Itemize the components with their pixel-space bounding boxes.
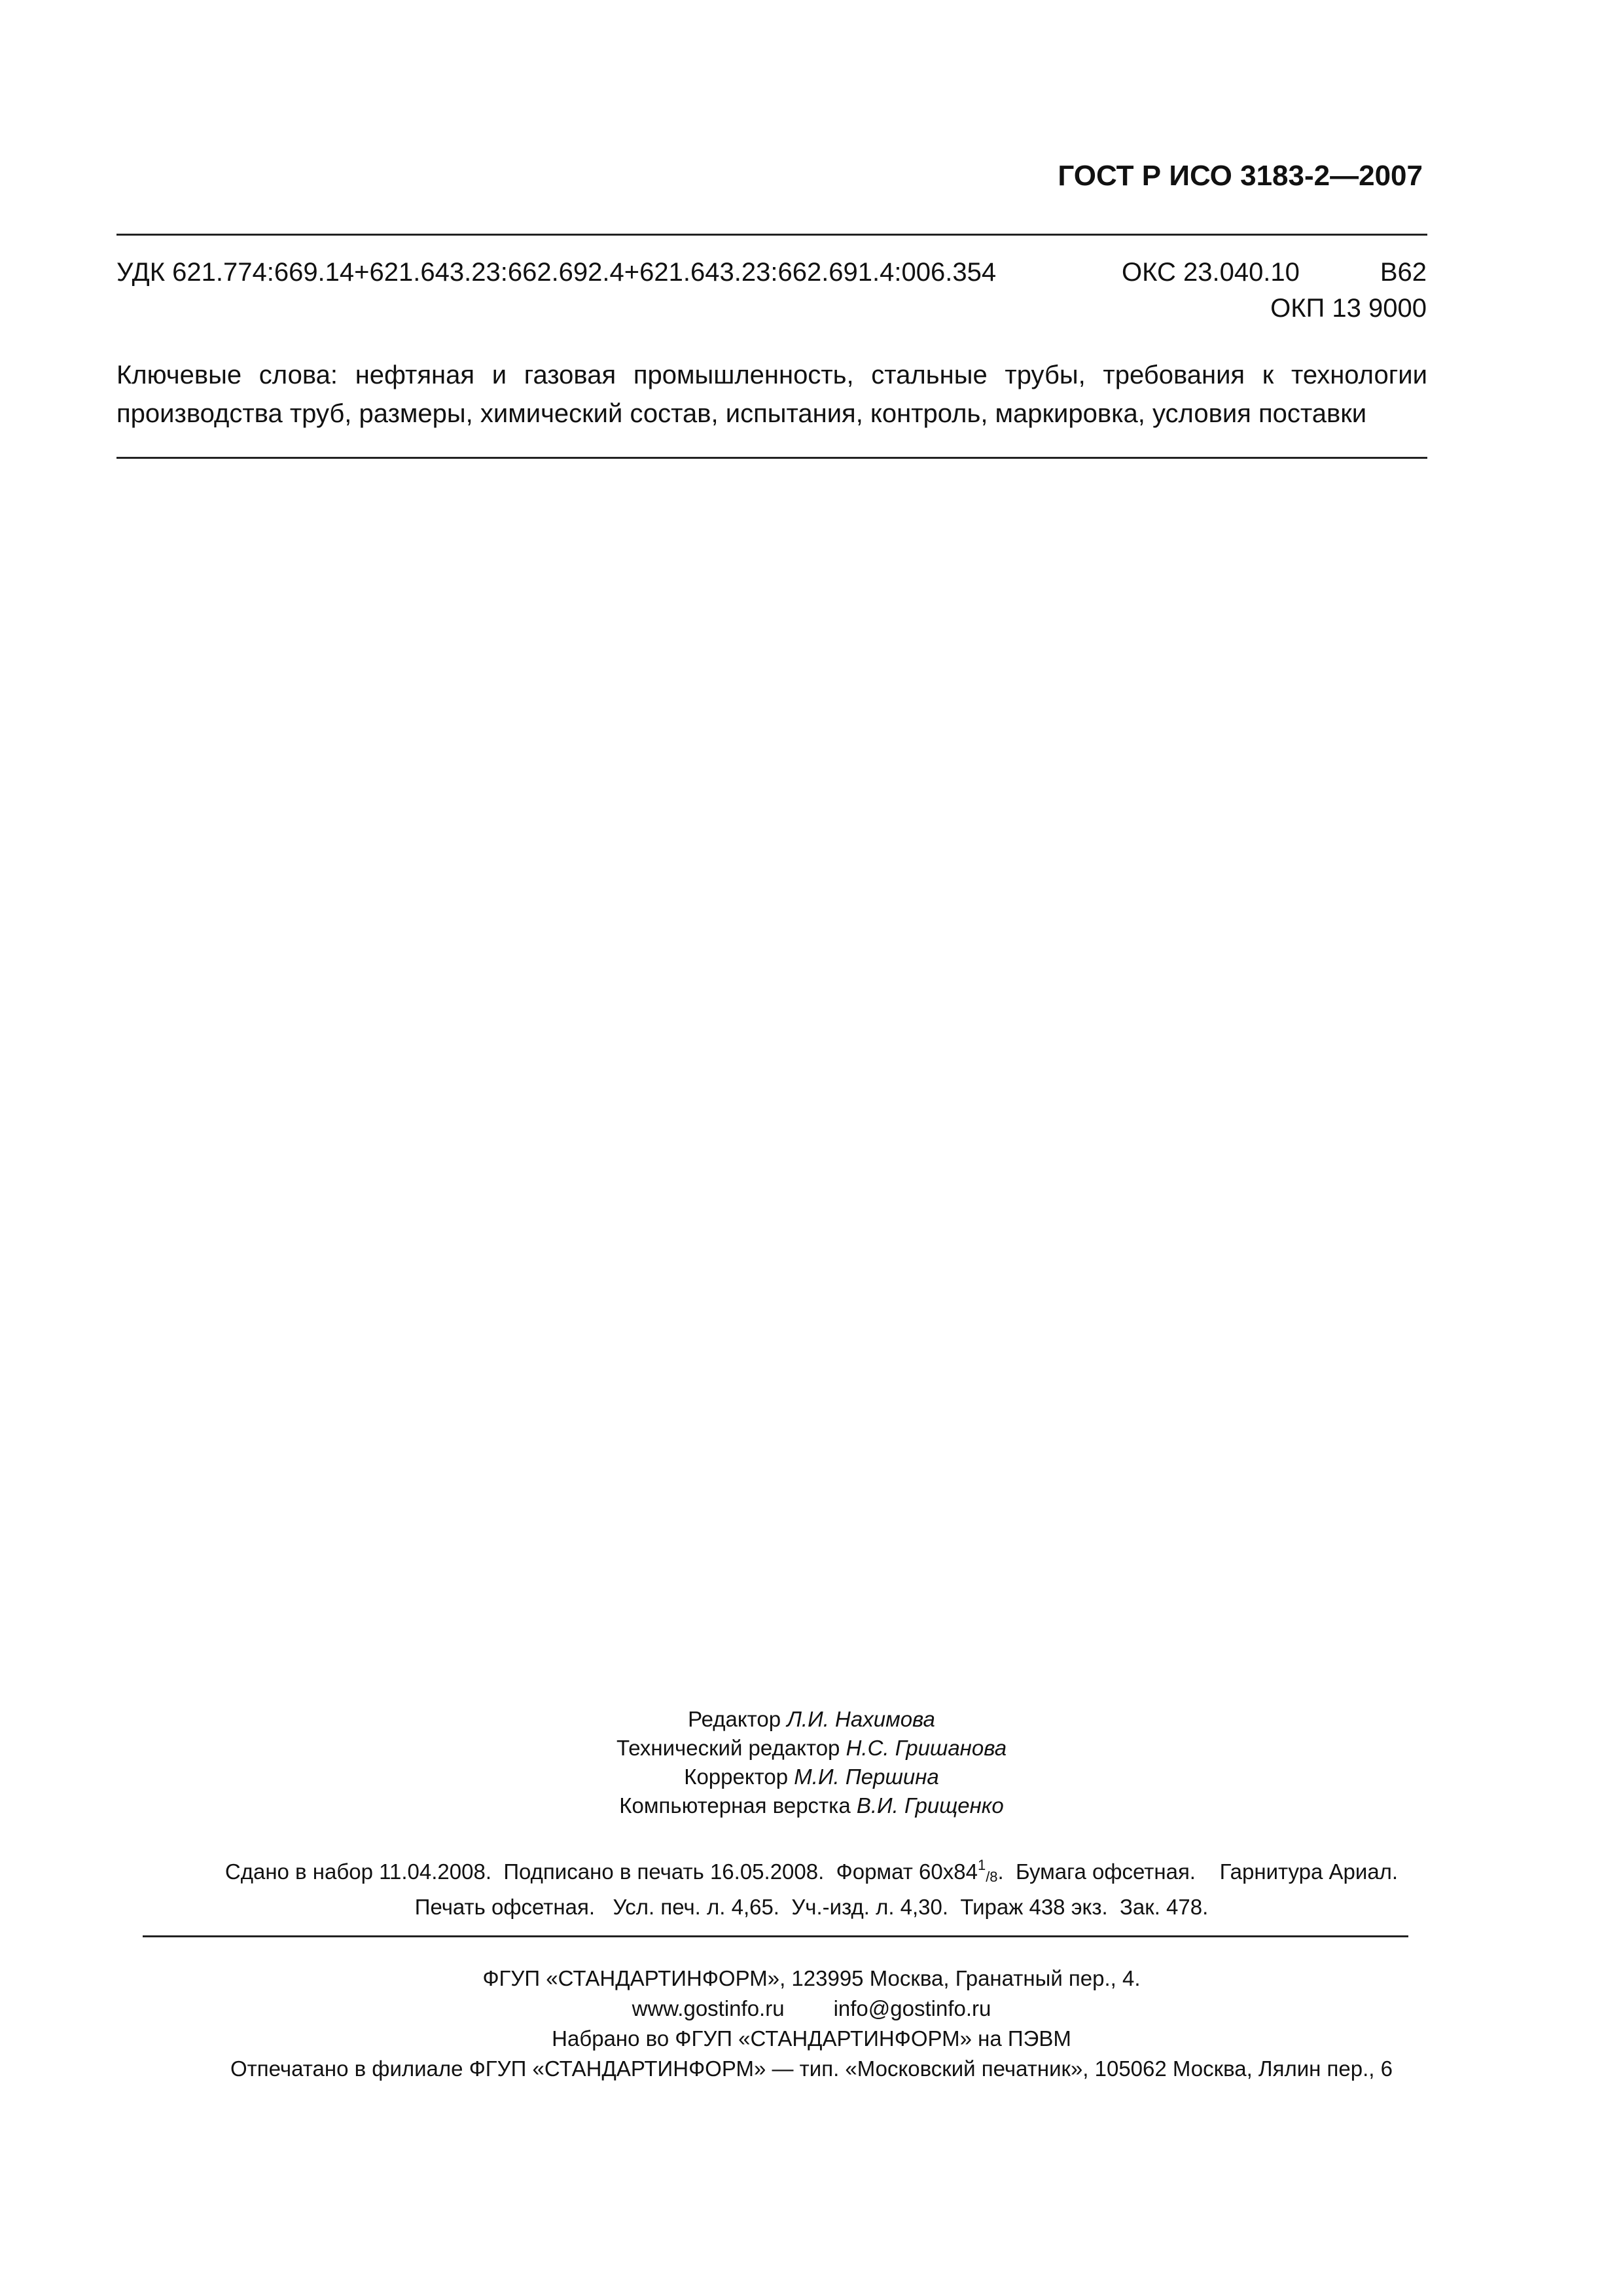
standard-code: ГОСТ Р ИСО 3183-2—2007	[1058, 160, 1423, 192]
credit-proofreader: Корректор М.И. Першина	[684, 1765, 939, 1789]
credit-layout: Компьютерная верстка В.И. Грищенко	[619, 1793, 1004, 1818]
print-info	[0, 1850, 1623, 1922]
publisher-email: info@gostinfo.ru	[833, 1996, 991, 2020]
keywords-divider	[116, 457, 1427, 459]
keywords: Ключевые слова: нефтяная и газовая промышленность, стальные трубы, требования к технологии производства труб, размеры, химический состав, испытания, контроль, маркировка, условия поставки	[116, 361, 1427, 428]
print-info-line-1: Сдано в набор 11.04.2008. Подписано в печать 16.05.2008. Формат $60х84^1_{/8}$. Бумага офсетная. Гарнитура Ариал.	[224, 1857, 1399, 1885]
printed-note: Отпечатано в филиале ФГУП «СТАНДАРТИНФОРМ» — тип. «Московский печатник», 105062 Москва, Лялин пер., 6	[230, 2056, 1393, 2081]
typeset-note: Набрано во ФГУП «СТАНДАРТИНФОРМ» на ПЭВМ	[552, 2026, 1071, 2051]
credit-editor: Редактор Л.И. Нахимова	[688, 1707, 935, 1731]
top-divider	[116, 234, 1427, 236]
oks-code: ОКС 23.040.10	[1122, 258, 1300, 287]
okp-code: ОКП 13 9000	[1270, 294, 1427, 323]
footer-divider	[143, 1935, 1408, 1937]
udk-code: УДК 621.774:669.14+621.643.23:662.692.4+621.643.23:662.691.4:006.354	[116, 258, 997, 287]
publisher-address: ФГУП «СТАНДАРТИНФОРМ», 123995 Москва, Гранатный пер., 4.	[482, 1966, 1141, 1990]
print-info-line-2: Печать офсетная. Усл. печ. л. 4,65. Уч.-изд. л. 4,30. Тираж 438 экз. Зак. 478.	[414, 1895, 1209, 1919]
category-code: В62	[1380, 258, 1427, 287]
publisher-contacts	[0, 1994, 1623, 2024]
credit-technical-editor: Технический редактор Н.С. Гришанова	[616, 1736, 1007, 1760]
publisher-block	[0, 1964, 1623, 2084]
publisher-website: www.gostinfo.ru	[632, 1996, 785, 2020]
credits-block	[0, 1705, 1623, 1820]
